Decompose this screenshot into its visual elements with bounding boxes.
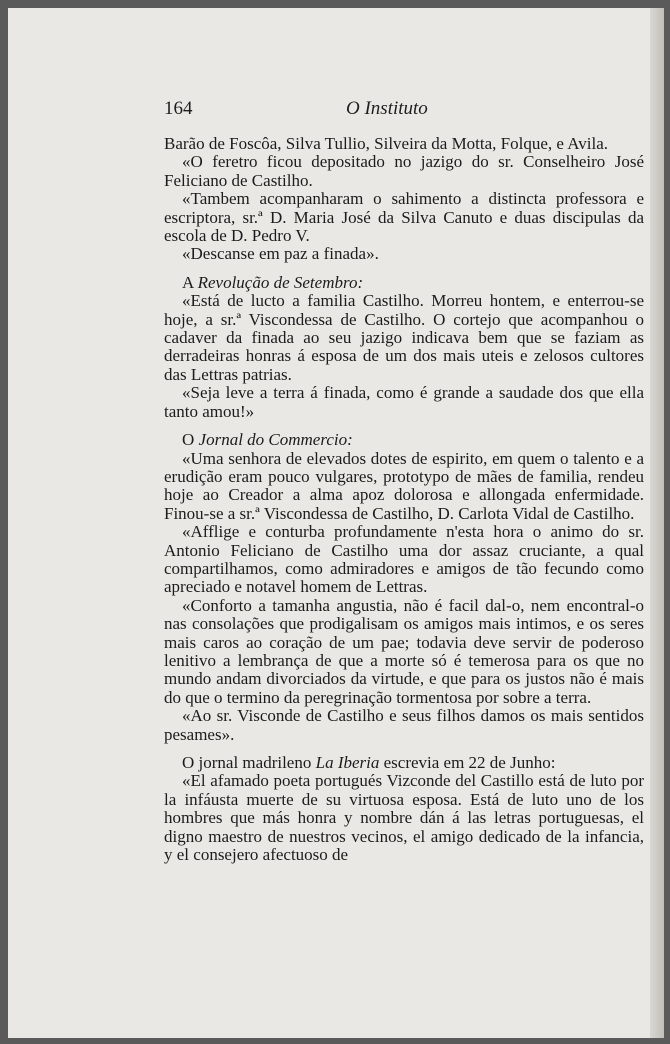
source-heading-jornal (164, 431, 644, 449)
source-suffix: escrevia em 22 de Junho: (379, 753, 556, 772)
paragraph: «O feretro ficou depositado no jazigo do sr. Conselheiro José Feliciano de Castilho. (164, 152, 644, 190)
paragraph: «Uma senhora de elevados dotes de espirito, em quem o talento e a erudição eram pouco vulgares, prototypo de mães de familia, rendeu hoje ao Creador a alma apoz dolorosa e allongada enfermidade. Finou-se a sr.ª Viscondessa de Castilho, D. Carlota Vidal de Castilho. (164, 448, 644, 523)
paragraph-continuation: Barão de Foscôa, Silva Tullio, Silveira da Motta, Folque, e Avila. (164, 134, 609, 153)
paragraph: «Conforto a tamanha angustia, não é facil dal-o, nem encontral-o nas consolações que prodigalisam os amigos mais intimos, e os seres mais caros ao coração de um pae; todavia deve servir de poderoso lenitivo a lembrança de que a morte só é temerosa para os que no mundo andam divorciados da virtude, e que para os justos não é mais do que o termino da peregrinação tormentosa por sobre a terra. (164, 595, 644, 707)
paragraph: «Afflige e conturba profundamente n'esta hora o animo do sr. Antonio Feliciano de Castilho uma dor assaz cruciante, a qual compartilhamos, como admiradores e amigos de tão fecundo como apreciado e notavel homem de Lettras. (164, 522, 644, 597)
newspaper-title: Revolução de Setembro: (197, 272, 364, 292)
source-prefix: A (182, 272, 198, 292)
newspaper-title: Jornal do Commercio: (198, 430, 353, 450)
source-heading-iberia (164, 754, 644, 772)
paragraph: «El afamado poeta portugués Vizconde del Castillo está de luto por la infáusta muerte de su virtuosa esposa. Está de luto uno de los hombres que más honra y nombre dán á las letras portuguesas, el digno maestro de nuestros vecinos, el amigo dedicado de la infancia, y el consejero afectuoso de (164, 771, 644, 865)
source-prefix: O (182, 430, 199, 450)
source-heading-revolucao (164, 274, 644, 292)
newspaper-title: La Iberia (315, 753, 380, 772)
paragraph: «Descanse em paz a finada». (182, 244, 379, 264)
page-body (164, 135, 644, 864)
paragraph: «Tambem acompanharam o sahimento a distincta professora e escriptora, sr.ª D. Maria José da Silva Canuto e duas discipulas da escola de D. Pedro V. (164, 189, 644, 246)
running-title: O Instituto (346, 98, 428, 119)
source-prefix: O jornal madrileno (182, 753, 316, 772)
book-page (8, 8, 664, 1038)
paragraph: «Está de lucto a familia Castilho. Morreu hontem, e enterrou-se hoje, a sr.ª Viscondessa de Castilho. O cortejo que acompanhou o cadaver da finada ao seu jazigo indicava bem que se faziam as derradeiras honras á esposa de um dos mais uteis e zelosos cultores das Lettras patrias. (164, 291, 644, 384)
paragraph: «Ao sr. Visconde de Castilho e seus filhos damos os mais sentidos pesames». (164, 706, 644, 744)
page-edge (650, 8, 664, 1038)
page-number: 164 (164, 98, 193, 119)
paragraph: «Seja leve a terra á finada, como é grande a saudade dos que ella tanto amou!» (164, 383, 644, 421)
